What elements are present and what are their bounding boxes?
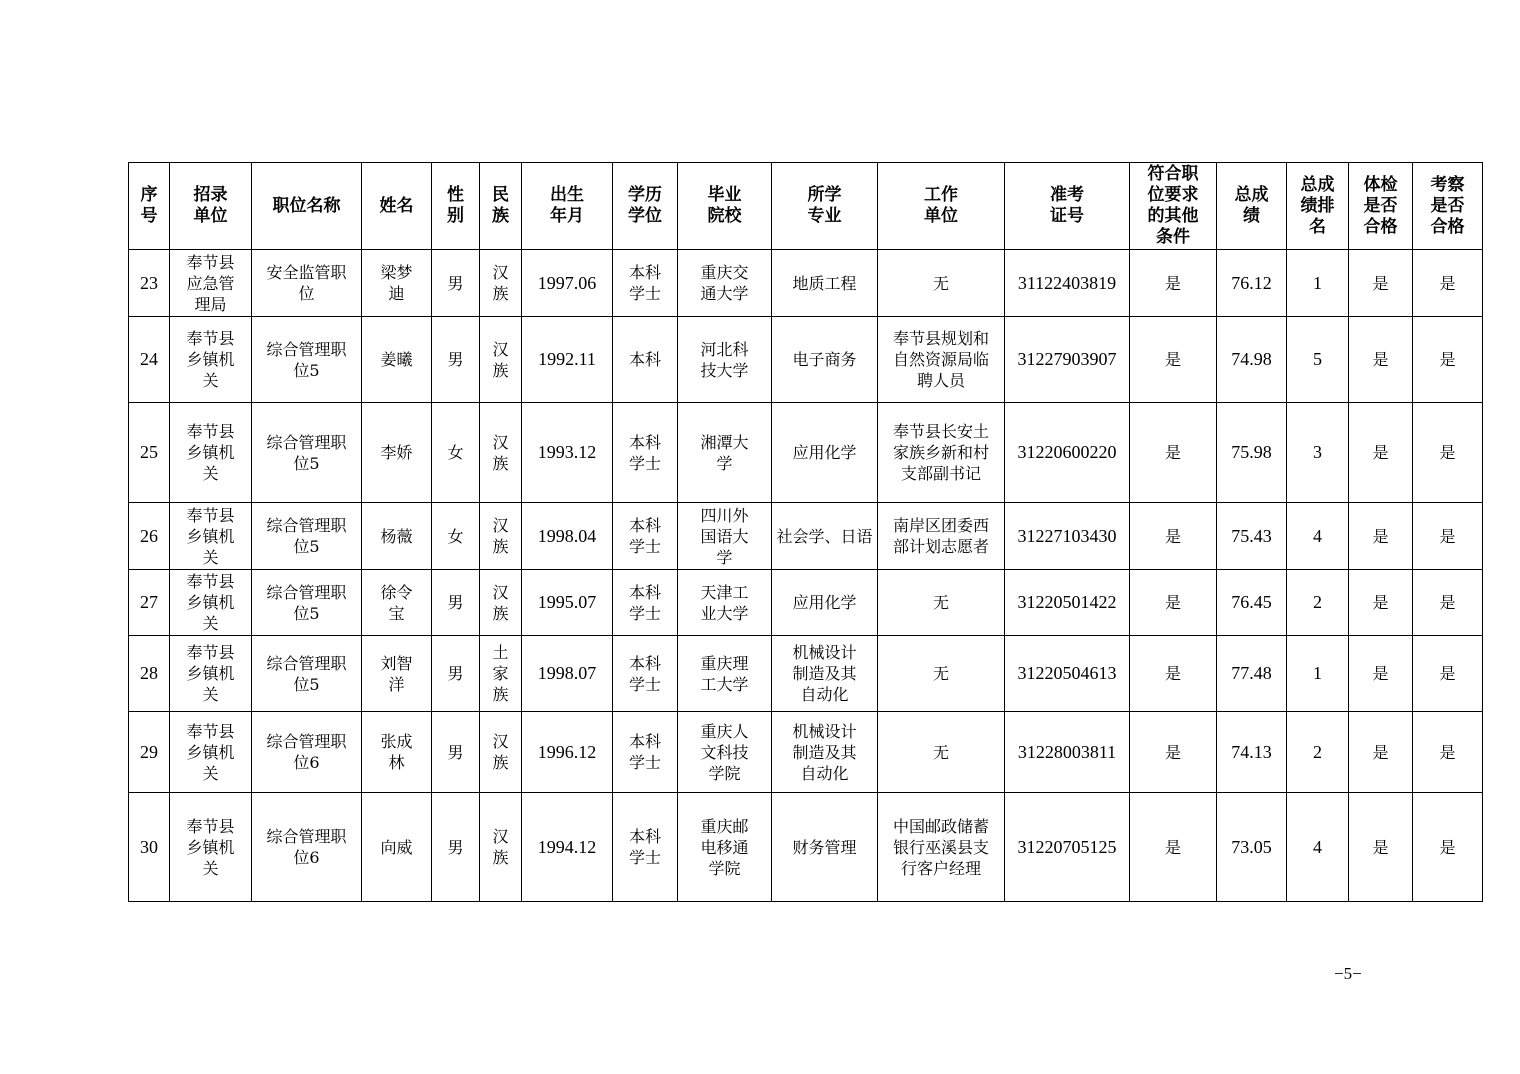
cell-inspection: 是 [1413, 636, 1483, 712]
cell-unit: 奉节县乡镇机关 [170, 317, 252, 403]
cell-unit: 奉节县乡镇机关 [170, 403, 252, 503]
cell-gender: 男 [432, 793, 480, 902]
cell-school: 湘潭大学 [678, 403, 772, 503]
cell-ethnicity: 汉族 [480, 503, 522, 570]
header-cell: 民族 [480, 163, 522, 250]
cell-exam-id: 31228003811 [1005, 712, 1130, 793]
cell-unit: 奉节县乡镇机关 [170, 793, 252, 902]
cell-degree: 本科学士 [613, 403, 678, 503]
cell-seq: 28 [129, 636, 170, 712]
cell-major: 应用化学 [772, 570, 878, 636]
cell-other-conditions: 是 [1130, 793, 1217, 902]
cell-employer: 南岸区团委西部计划志愿者 [878, 503, 1005, 570]
cell-inspection: 是 [1413, 250, 1483, 317]
header-cell: 性别 [432, 163, 480, 250]
header-cell: 序号 [129, 163, 170, 250]
table-row [129, 317, 1483, 403]
cell-inspection: 是 [1413, 793, 1483, 902]
cell-other-conditions: 是 [1130, 570, 1217, 636]
cell-ethnicity: 汉族 [480, 403, 522, 503]
cell-exam-id: 31220504613 [1005, 636, 1130, 712]
cell-rank: 4 [1287, 503, 1349, 570]
cell-rank: 1 [1287, 636, 1349, 712]
cell-degree: 本科 [613, 317, 678, 403]
header-cell: 招录单位 [170, 163, 252, 250]
header-cell: 所学专业 [772, 163, 878, 250]
cell-unit: 奉节县乡镇机关 [170, 712, 252, 793]
header-cell: 职位名称 [252, 163, 362, 250]
cell-other-conditions: 是 [1130, 250, 1217, 317]
header-cell: 姓名 [362, 163, 432, 250]
cell-rank: 1 [1287, 250, 1349, 317]
header-cell: 体检是否合格 [1349, 163, 1413, 250]
cell-physical: 是 [1349, 793, 1413, 902]
cell-school: 天津工业大学 [678, 570, 772, 636]
cell-physical: 是 [1349, 250, 1413, 317]
cell-name: 张成林 [362, 712, 432, 793]
cell-gender: 男 [432, 636, 480, 712]
cell-school: 重庆理工大学 [678, 636, 772, 712]
cell-birth: 1993.12 [522, 403, 613, 503]
header-cell: 考察是否合格 [1413, 163, 1483, 250]
cell-ethnicity: 汉族 [480, 317, 522, 403]
cell-seq: 26 [129, 503, 170, 570]
cell-other-conditions: 是 [1130, 636, 1217, 712]
cell-employer: 奉节县长安土家族乡新和村支部副书记 [878, 403, 1005, 503]
header-cell: 工作单位 [878, 163, 1005, 250]
cell-inspection: 是 [1413, 570, 1483, 636]
cell-school: 四川外国语大学 [678, 503, 772, 570]
cell-gender: 男 [432, 712, 480, 793]
cell-unit: 奉节县乡镇机关 [170, 636, 252, 712]
cell-name: 刘智洋 [362, 636, 432, 712]
cell-physical: 是 [1349, 570, 1413, 636]
cell-degree: 本科学士 [613, 793, 678, 902]
table-row [129, 793, 1483, 902]
cell-name: 向威 [362, 793, 432, 902]
cell-name: 徐令宝 [362, 570, 432, 636]
cell-employer: 无 [878, 636, 1005, 712]
cell-total-score: 73.05 [1217, 793, 1287, 902]
header-cell: 总成绩 [1217, 163, 1287, 250]
cell-exam-id: 31227903907 [1005, 317, 1130, 403]
cell-rank: 3 [1287, 403, 1349, 503]
cell-birth: 1997.06 [522, 250, 613, 317]
cell-rank: 5 [1287, 317, 1349, 403]
page-number: −5− [1334, 964, 1362, 983]
cell-school: 重庆人文科技学院 [678, 712, 772, 793]
cell-birth: 1995.07 [522, 570, 613, 636]
cell-ethnicity: 汉族 [480, 250, 522, 317]
cell-major: 财务管理 [772, 793, 878, 902]
cell-total-score: 77.48 [1217, 636, 1287, 712]
table-row [129, 570, 1483, 636]
cell-total-score: 76.45 [1217, 570, 1287, 636]
cell-degree: 本科学士 [613, 636, 678, 712]
cell-employer: 中国邮政储蓄银行巫溪县支行客户经理 [878, 793, 1005, 902]
cell-gender: 女 [432, 503, 480, 570]
cell-total-score: 74.98 [1217, 317, 1287, 403]
cell-position: 综合管理职位6 [252, 793, 362, 902]
cell-employer: 无 [878, 712, 1005, 793]
cell-exam-id: 31220501422 [1005, 570, 1130, 636]
cell-position: 综合管理职位5 [252, 317, 362, 403]
cell-school: 河北科技大学 [678, 317, 772, 403]
cell-gender: 男 [432, 570, 480, 636]
cell-ethnicity: 汉族 [480, 570, 522, 636]
cell-major: 机械设计制造及其自动化 [772, 636, 878, 712]
cell-major: 社会学、日语 [772, 503, 878, 570]
cell-exam-id: 31122403819 [1005, 250, 1130, 317]
table-row [129, 712, 1483, 793]
cell-employer: 无 [878, 250, 1005, 317]
cell-employer: 无 [878, 570, 1005, 636]
cell-birth: 1998.07 [522, 636, 613, 712]
cell-physical: 是 [1349, 503, 1413, 570]
cell-physical: 是 [1349, 317, 1413, 403]
cell-unit: 奉节县乡镇机关 [170, 503, 252, 570]
cell-position: 综合管理职位5 [252, 503, 362, 570]
cell-position: 综合管理职位5 [252, 570, 362, 636]
cell-other-conditions: 是 [1130, 403, 1217, 503]
cell-total-score: 75.98 [1217, 403, 1287, 503]
cell-degree: 本科学士 [613, 250, 678, 317]
cell-other-conditions: 是 [1130, 503, 1217, 570]
cell-birth: 1992.11 [522, 317, 613, 403]
cell-position: 综合管理职位5 [252, 403, 362, 503]
cell-ethnicity: 汉族 [480, 793, 522, 902]
table-row [129, 403, 1483, 503]
cell-major: 机械设计制造及其自动化 [772, 712, 878, 793]
cell-physical: 是 [1349, 636, 1413, 712]
cell-gender: 男 [432, 250, 480, 317]
cell-seq: 25 [129, 403, 170, 503]
header-cell: 总成绩排名 [1287, 163, 1349, 250]
header-cell: 毕业院校 [678, 163, 772, 250]
cell-inspection: 是 [1413, 403, 1483, 503]
cell-rank: 2 [1287, 712, 1349, 793]
cell-seq: 24 [129, 317, 170, 403]
cell-gender: 男 [432, 317, 480, 403]
cell-school: 重庆邮电移通学院 [678, 793, 772, 902]
cell-inspection: 是 [1413, 503, 1483, 570]
cell-degree: 本科学士 [613, 712, 678, 793]
cell-inspection: 是 [1413, 712, 1483, 793]
cell-inspection: 是 [1413, 317, 1483, 403]
cell-rank: 4 [1287, 793, 1349, 902]
cell-birth: 1994.12 [522, 793, 613, 902]
cell-total-score: 76.12 [1217, 250, 1287, 317]
header-cell: 学历学位 [613, 163, 678, 250]
header-cell: 准考证号 [1005, 163, 1130, 250]
table-row [129, 636, 1483, 712]
cell-degree: 本科学士 [613, 503, 678, 570]
cell-unit: 奉节县乡镇机关 [170, 570, 252, 636]
cell-physical: 是 [1349, 712, 1413, 793]
table-row [129, 250, 1483, 317]
cell-seq: 30 [129, 793, 170, 902]
cell-employer: 奉节县规划和自然资源局临聘人员 [878, 317, 1005, 403]
cell-other-conditions: 是 [1130, 317, 1217, 403]
cell-name: 李娇 [362, 403, 432, 503]
cell-seq: 29 [129, 712, 170, 793]
cell-rank: 2 [1287, 570, 1349, 636]
cell-exam-id: 31227103430 [1005, 503, 1130, 570]
header-row [129, 163, 1483, 250]
cell-major: 应用化学 [772, 403, 878, 503]
cell-birth: 1996.12 [522, 712, 613, 793]
cell-ethnicity: 汉族 [480, 712, 522, 793]
header-cell: 符合职位要求的其他条件 [1130, 163, 1217, 250]
cell-exam-id: 31220600220 [1005, 403, 1130, 503]
candidate-table [128, 162, 1483, 902]
cell-major: 电子商务 [772, 317, 878, 403]
cell-unit: 奉节县应急管理局 [170, 250, 252, 317]
cell-name: 姜曦 [362, 317, 432, 403]
cell-ethnicity: 土家族 [480, 636, 522, 712]
cell-name: 梁梦迪 [362, 250, 432, 317]
cell-exam-id: 31220705125 [1005, 793, 1130, 902]
cell-gender: 女 [432, 403, 480, 503]
cell-other-conditions: 是 [1130, 712, 1217, 793]
cell-school: 重庆交通大学 [678, 250, 772, 317]
cell-seq: 23 [129, 250, 170, 317]
cell-name: 杨薇 [362, 503, 432, 570]
cell-position: 安全监管职位 [252, 250, 362, 317]
cell-total-score: 75.43 [1217, 503, 1287, 570]
cell-position: 综合管理职位5 [252, 636, 362, 712]
table-row [129, 503, 1483, 570]
cell-degree: 本科学士 [613, 570, 678, 636]
cell-position: 综合管理职位6 [252, 712, 362, 793]
cell-major: 地质工程 [772, 250, 878, 317]
header-cell: 出生年月 [522, 163, 613, 250]
cell-physical: 是 [1349, 403, 1413, 503]
cell-total-score: 74.13 [1217, 712, 1287, 793]
cell-birth: 1998.04 [522, 503, 613, 570]
cell-seq: 27 [129, 570, 170, 636]
